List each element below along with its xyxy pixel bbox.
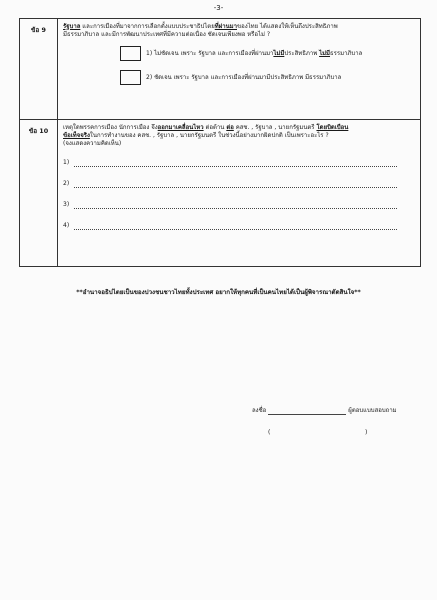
- signature-prefix: ลงชื่อ: [252, 407, 267, 414]
- signature-line: [252, 405, 397, 415]
- answer-line-4[interactable]: 4): [63, 221, 415, 230]
- question-9-row: [20, 19, 421, 120]
- answer-field-2[interactable]: [74, 179, 397, 188]
- question-10-instruction: (จงแสดงความคิดเห็น): [63, 140, 122, 148]
- question-10-text-2: ข้อเท็จจริงในการทำงานของ คสช. , รัฐบาล , นายกรัฐมนตรี ในช่วงนี้อย่างมากผิดปกติ เป็นเพราะอะไร ?: [63, 132, 329, 140]
- option-1-checkbox[interactable]: [120, 46, 141, 61]
- signature-field[interactable]: [268, 407, 346, 415]
- footer-note: **อำนาจอธิปไตยเป็นของปวงชนชาวไทยทั้งประเทศ อยากให้ทุกคนที่เป็นคนไทยได้เป็นผู้พิจารณาตัดสินใจ**: [76, 289, 361, 296]
- answer-line-1[interactable]: 1): [63, 158, 415, 167]
- answer-field-3[interactable]: [74, 200, 397, 209]
- question-10-text: เหตุใดพรรคการเมือง นักการเมือง จึงออกมาเคลื่อนไหว ต่อต้าน ต่อ คสช. , รัฐบาล , นายกรัฐมนตรี โดยบิดเบือน: [63, 124, 349, 131]
- name-paren-close: ): [365, 429, 368, 436]
- option-2-checkbox[interactable]: [120, 70, 141, 85]
- questionnaire-table: [19, 18, 421, 267]
- question-10-row: [20, 120, 421, 267]
- question-9-text-2: มีธรรมาภิบาล และมีการพัฒนาประเทศที่มีความต่อเนื่อง ชัดเจนเพียงพอ หรือไม่ ?: [63, 31, 271, 39]
- signature-suffix: ผู้ตอบแบบสอบถาม: [348, 407, 397, 414]
- question-10-body: [58, 120, 421, 267]
- question-9-number: ข้อ 9: [20, 19, 58, 120]
- name-paren-open: (: [268, 429, 271, 436]
- question-9-body: [58, 19, 421, 120]
- question-9-option-1[interactable]: [63, 46, 415, 61]
- question-10-number: ข้อ 10: [20, 120, 58, 267]
- option-1-label: 1) ไม่ชัดเจน เพราะ รัฐบาล และการเมืองที่ผ่านมาไม่มีประสิทธิภาพ ไม่มีธรรมาภิบาล: [146, 49, 363, 57]
- answer-line-3[interactable]: 3): [63, 200, 415, 209]
- question-9-text: รัฐบาล และการเมืองที่มาจากการเลือกตั้งแบบประชาธิปไตยที่ผ่านมาของไทย ได้แสดงให้เห็นถึงประสิทธิภาพ: [63, 23, 338, 30]
- answer-field-4[interactable]: [74, 221, 397, 230]
- question-9-option-2[interactable]: [63, 70, 415, 85]
- page-number: -3-: [213, 4, 224, 12]
- answer-field-1[interactable]: [74, 158, 397, 167]
- option-2-label: 2) ชัดเจน เพราะ รัฐบาล และการเมืองที่ผ่านมามีประสิทธิภาพ มีธรรมาภิบาล: [146, 73, 342, 81]
- answer-line-2[interactable]: 2): [63, 179, 415, 188]
